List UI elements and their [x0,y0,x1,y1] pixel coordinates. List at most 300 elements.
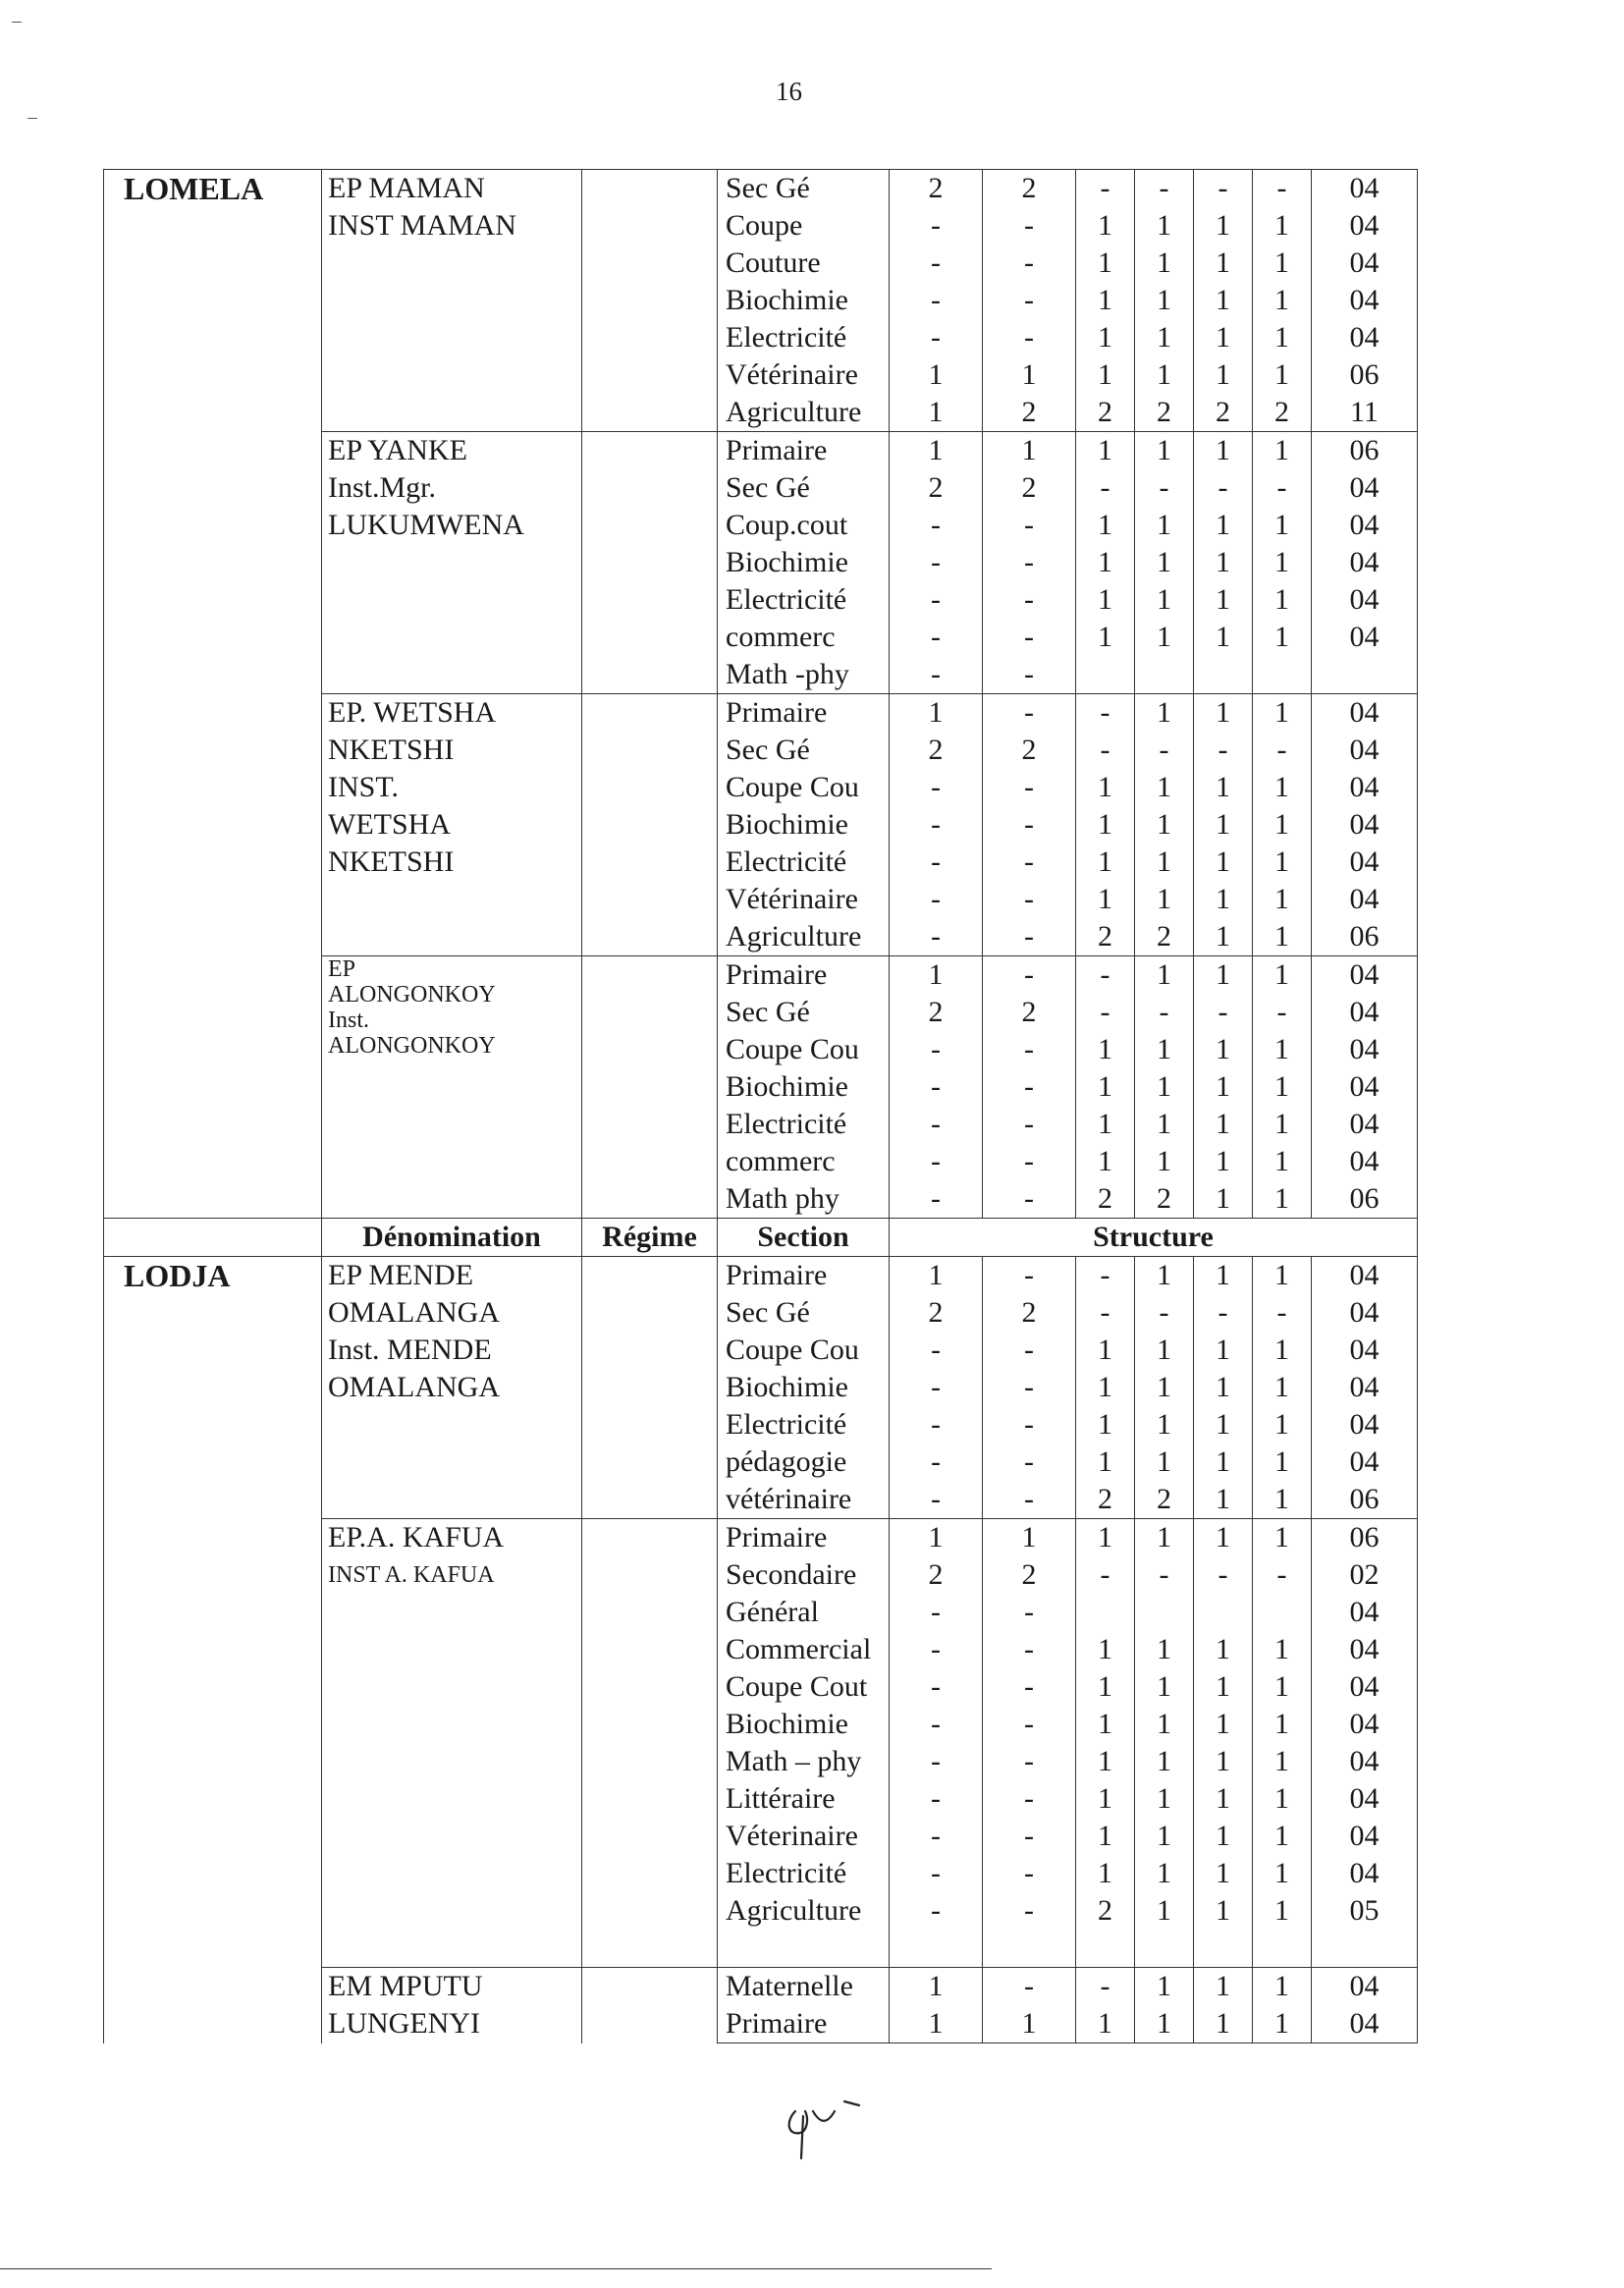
section-cell: commerc [718,1143,890,1180]
structure-cell: 04 [1312,1668,1418,1706]
structure-cell: - [890,507,983,544]
structure-cell: - [983,1743,1076,1780]
structure-cell: 1 [1253,956,1312,995]
structure-cell: 1 [1253,207,1312,245]
structure-cell: 02 [1312,1556,1418,1594]
structure-cell: 04 [1312,1594,1418,1631]
structure-cell: - [983,1180,1076,1219]
structure-cell: - [1076,1556,1135,1594]
section-cell: pédagogie [718,1444,890,1481]
structure-cell: - [983,245,1076,282]
structure-cell: 04 [1312,732,1418,769]
structure-cell: 04 [1312,1818,1418,1855]
structure-cell: - [890,1332,983,1369]
structure-cell: 1 [1194,1106,1253,1143]
section-cell: Electricité [718,581,890,619]
section-cell: Coupe Cou [718,1332,890,1369]
structure-cell: - [890,1855,983,1892]
structure-cell: - [890,881,983,918]
structure-cell: 1 [1076,881,1135,918]
structure-cell: 1 [1253,1180,1312,1219]
structure-cell: - [1076,469,1135,507]
structure-cell: - [983,1818,1076,1855]
section-cell: Math phy [718,1180,890,1219]
school-name-line: INST. [328,771,399,803]
structure-cell: 1 [1076,1143,1135,1180]
section-cell: Coup.cout [718,507,890,544]
section-cell: Général [718,1594,890,1631]
structure-cell [1076,1930,1135,1968]
structure-cell: 1 [1253,1031,1312,1068]
structure-cell [1312,656,1418,694]
structure-cell: - [1194,469,1253,507]
structure-cell: - [890,1444,983,1481]
structure-cell: 04 [1312,469,1418,507]
school-structure-table [103,169,1418,2043]
structure-cell: 1 [1076,844,1135,881]
structure-cell: 1 [1135,1631,1194,1668]
school-name-line: OMALANGA [328,1371,500,1403]
section-cell: Coupe Cout [718,1668,890,1706]
structure-cell: - [983,1031,1076,1068]
structure-cell: - [890,806,983,844]
structure-cell: - [890,1743,983,1780]
structure-cell: 1 [1135,956,1194,995]
structure-cell: 1 [1076,1444,1135,1481]
structure-cell: 04 [1312,1444,1418,1481]
structure-cell: 1 [1194,544,1253,581]
structure-cell: 1 [1135,507,1194,544]
section-cell: Biochimie [718,544,890,581]
structure-cell: - [983,806,1076,844]
structure-cell: 04 [1312,207,1418,245]
structure-cell: 2 [890,469,983,507]
structure-cell: - [1135,1556,1194,1594]
school-name-cell [322,1257,582,1519]
structure-cell: 06 [1312,1519,1418,1557]
regime-cell [582,1257,718,1519]
structure-cell: - [1076,1257,1135,1295]
school-name-line: NKETSHI [328,845,455,878]
structure-cell: 1 [1194,282,1253,319]
structure-cell: 1 [1253,918,1312,956]
structure-cell: - [983,1892,1076,1930]
region-name: LODJA [104,1257,322,2043]
structure-cell: 1 [1194,1068,1253,1106]
structure-cell: 1 [1194,769,1253,806]
structure-cell: 1 [1194,1668,1253,1706]
header-denomination: Dénomination [322,1219,582,1257]
structure-cell [1253,1594,1312,1631]
structure-cell: 1 [1253,881,1312,918]
structure-cell: - [983,694,1076,733]
structure-cell: 1 [890,2005,983,2043]
school-name-line: EP.A. KAFUA [328,1521,505,1553]
structure-cell: 1 [1135,207,1194,245]
region-name: LOMELA [104,170,322,1219]
structure-cell: - [890,1594,983,1631]
school-name-cell [322,170,582,432]
section-cell: Electricité [718,1106,890,1143]
school-name-line: WETSHA [328,808,451,841]
structure-cell: - [983,1406,1076,1444]
structure-cell: 1 [1076,1780,1135,1818]
structure-cell: 06 [1312,432,1418,470]
section-cell: Primaire [718,432,890,470]
school-name-line: Inst. MENDE [328,1334,492,1366]
structure-cell: 1 [1194,918,1253,956]
structure-cell: - [1135,994,1194,1031]
school-name-line: EP. WETSHA [328,696,497,729]
structure-cell: 2 [983,469,1076,507]
structure-cell: 2 [983,170,1076,208]
structure-cell: 1 [1253,356,1312,394]
structure-cell: 1 [1076,1706,1135,1743]
structure-cell: 1 [1135,282,1194,319]
structure-cell: - [1253,994,1312,1031]
page-number: 16 [776,77,802,106]
structure-cell: 1 [1194,319,1253,356]
structure-cell: - [983,319,1076,356]
structure-cell: - [890,1481,983,1519]
structure-cell: 1 [1194,1743,1253,1780]
structure-cell: - [1135,732,1194,769]
structure-cell: 1 [1253,1780,1312,1818]
structure-cell: 1 [1253,2005,1312,2043]
structure-cell: - [983,1068,1076,1106]
structure-cell [1135,1594,1194,1631]
structure-cell: 1 [1194,507,1253,544]
section-cell: Biochimie [718,1068,890,1106]
structure-cell: 1 [1135,1406,1194,1444]
structure-cell: 1 [1253,1743,1312,1780]
structure-cell: 1 [1194,1444,1253,1481]
structure-cell: 1 [1194,356,1253,394]
structure-cell: 1 [1135,1068,1194,1106]
structure-cell: - [890,1106,983,1143]
structure-cell: - [983,1481,1076,1519]
section-cell: Sec Gé [718,994,890,1031]
header-empty-cell [104,1219,322,1257]
structure-cell: 04 [1312,1294,1418,1332]
structure-cell: - [890,1068,983,1106]
structure-cell: - [1076,732,1135,769]
structure-cell [1312,1930,1418,1968]
structure-cell: - [1194,1556,1253,1594]
structure-cell: 1 [1135,1780,1194,1818]
school-name-cell [322,1519,582,1968]
structure-cell: - [890,1892,983,1930]
structure-cell: 1 [1253,806,1312,844]
structure-cell: 1 [1194,1519,1253,1557]
structure-cell: 1 [1194,207,1253,245]
structure-cell: 1 [1076,432,1135,470]
structure-cell: 1 [1135,1818,1194,1855]
structure-cell: 1 [890,956,983,995]
structure-cell: 1 [890,1519,983,1557]
structure-cell: - [1076,956,1135,995]
structure-cell: 1 [1253,1892,1312,1930]
structure-cell: 1 [1135,319,1194,356]
structure-cell: 1 [1194,1855,1253,1892]
structure-cell: 1 [1135,1855,1194,1892]
structure-cell: 1 [1253,1369,1312,1406]
structure-cell: - [890,319,983,356]
structure-cell: - [890,656,983,694]
structure-cell: 1 [1135,1968,1194,2006]
school-name-line: OMALANGA [328,1296,500,1329]
structure-cell: 1 [1194,1818,1253,1855]
structure-cell: 1 [1076,1631,1135,1668]
section-cell: Coupe Cou [718,1031,890,1068]
structure-cell: 1 [1135,1332,1194,1369]
school-name-cell [322,1968,582,2043]
structure-cell: 1 [1194,1369,1253,1406]
structure-cell: 2 [1135,1180,1194,1219]
structure-cell: 04 [1312,619,1418,656]
structure-cell: 1 [1135,1668,1194,1706]
structure-cell: 2 [890,170,983,208]
header-section: Section [718,1219,890,1257]
structure-cell: - [890,245,983,282]
structure-cell: 1 [1194,694,1253,733]
structure-cell: 1 [1253,1519,1312,1557]
structure-cell: 04 [1312,1968,1418,2006]
structure-cell: 2 [1135,394,1194,432]
section-cell: Sec Gé [718,1294,890,1332]
structure-cell: - [983,1106,1076,1143]
structure-cell: 1 [1194,956,1253,995]
structure-cell: 04 [1312,282,1418,319]
structure-cell: 1 [890,1257,983,1295]
structure-cell: - [983,1706,1076,1743]
structure-cell: 1 [1194,619,1253,656]
structure-cell: 1 [1194,581,1253,619]
structure-cell: - [890,1631,983,1668]
structure-cell: 2 [1076,1180,1135,1219]
structure-cell [1253,656,1312,694]
section-cell: Math -phy [718,656,890,694]
structure-cell: 11 [1312,394,1418,432]
structure-cell: 1 [1135,432,1194,470]
section-cell: Coupe [718,207,890,245]
structure-cell: 04 [1312,1068,1418,1106]
structure-cell: 1 [1076,1743,1135,1780]
structure-cell: - [983,207,1076,245]
structure-cell: - [890,619,983,656]
structure-cell: 04 [1312,1257,1418,1295]
structure-cell: - [983,656,1076,694]
margin-mark [27,118,37,119]
structure-cell: 04 [1312,1369,1418,1406]
structure-cell: 1 [1135,2005,1194,2043]
section-cell: Electricité [718,319,890,356]
structure-cell: - [890,1143,983,1180]
section-cell: Commercial [718,1631,890,1668]
structure-cell: 1 [1253,432,1312,470]
structure-cell: 2 [1253,394,1312,432]
structure-cell: 1 [1076,1369,1135,1406]
structure-cell: 1 [1135,1743,1194,1780]
structure-cell: - [1076,994,1135,1031]
school-name-line: ALONGONKOY [328,1033,496,1059]
school-name-line: Inst. [328,1008,369,1033]
structure-cell: - [890,1406,983,1444]
structure-cell: 1 [1194,1031,1253,1068]
structure-cell [1076,1594,1135,1631]
structure-cell: 1 [1194,1892,1253,1930]
structure-cell: 06 [1312,356,1418,394]
structure-cell: - [983,844,1076,881]
table-row [104,170,1418,208]
structure-cell: 04 [1312,881,1418,918]
structure-cell: 1 [1194,2005,1253,2043]
structure-cell: 1 [1076,1668,1135,1706]
structure-cell: - [983,581,1076,619]
structure-cell: 04 [1312,994,1418,1031]
structure-cell: 04 [1312,694,1418,733]
section-cell: Agriculture [718,1892,890,1930]
school-name-line: EP MAMAN [328,172,485,204]
school-name-cell [322,694,582,956]
structure-cell: 1 [1135,1369,1194,1406]
structure-cell: 1 [1194,1180,1253,1219]
section-cell: Electricité [718,1406,890,1444]
structure-cell: 1 [1253,282,1312,319]
structure-cell: 1 [1253,1406,1312,1444]
structure-cell: - [890,769,983,806]
structure-cell: 04 [1312,170,1418,208]
structure-cell: 1 [1135,881,1194,918]
structure-cell: 1 [1076,207,1135,245]
structure-cell: - [890,1780,983,1818]
structure-cell: - [890,581,983,619]
structure-cell: 1 [1194,432,1253,470]
structure-cell: - [890,282,983,319]
regime-cell [582,694,718,956]
structure-cell: 1 [1194,1257,1253,1295]
header-regime: Régime [582,1219,718,1257]
structure-cell [1253,1930,1312,1968]
structure-cell: 1 [890,694,983,733]
structure-cell: - [890,1031,983,1068]
structure-cell: 1 [1135,844,1194,881]
structure-cell: 1 [1135,1892,1194,1930]
structure-cell: - [983,956,1076,995]
structure-cell: 1 [1253,1706,1312,1743]
structure-cell: 1 [1194,1706,1253,1743]
structure-cell: 1 [1135,1257,1194,1295]
structure-cell: - [1253,1556,1312,1594]
structure-cell: 06 [1312,1481,1418,1519]
structure-cell: 1 [1076,769,1135,806]
section-cell: Primaire [718,2005,890,2043]
structure-cell: 1 [1253,1143,1312,1180]
structure-cell: - [1135,469,1194,507]
structure-cell: - [1253,469,1312,507]
school-name-line: EP YANKE [328,434,467,466]
section-cell: Vétérinaire [718,356,890,394]
structure-cell: 1 [1194,1332,1253,1369]
section-cell [718,1930,890,1968]
structure-cell: 04 [1312,844,1418,881]
section-cell: Primaire [718,1519,890,1557]
structure-cell: - [983,1855,1076,1892]
structure-cell: 1 [1194,1143,1253,1180]
structure-cell: 1 [1194,245,1253,282]
structure-cell: 2 [890,1556,983,1594]
structure-cell: 1 [1194,881,1253,918]
structure-cell: 04 [1312,319,1418,356]
school-name-line: LUKUMWENA [328,509,524,541]
structure-cell: - [1194,994,1253,1031]
section-cell: Biochimie [718,1369,890,1406]
structure-cell: 1 [1194,1481,1253,1519]
structure-cell: - [983,1257,1076,1295]
structure-cell: - [983,769,1076,806]
structure-cell: 1 [1194,1968,1253,2006]
structure-cell: - [983,619,1076,656]
structure-cell: - [890,1369,983,1406]
structure-cell: - [1135,170,1194,208]
structure-cell: - [1253,732,1312,769]
structure-cell: 2 [1135,918,1194,956]
structure-cell: 1 [1076,507,1135,544]
structure-cell: 1 [1076,319,1135,356]
structure-cell: 04 [1312,1406,1418,1444]
structure-cell: 1 [1253,1481,1312,1519]
structure-cell: 2 [1076,1481,1135,1519]
school-name-line: INST A. KAFUA [328,1562,495,1588]
structure-cell: 1 [1076,1855,1135,1892]
structure-cell: - [983,1780,1076,1818]
structure-cell: 1 [1076,1519,1135,1557]
structure-cell: 1 [1135,619,1194,656]
structure-cell: 1 [1135,581,1194,619]
structure-cell: - [890,1180,983,1219]
structure-cell: 1 [1194,806,1253,844]
structure-cell: 1 [1253,581,1312,619]
structure-cell: 04 [1312,806,1418,844]
structure-cell: 1 [1076,1406,1135,1444]
structure-cell [890,1930,983,1968]
structure-cell: 1 [890,1968,983,2006]
structure-cell: - [983,282,1076,319]
structure-cell: 1 [1135,1519,1194,1557]
structure-cell: - [1253,1294,1312,1332]
structure-cell [1194,656,1253,694]
regime-cell [582,1519,718,1968]
structure-cell: - [983,544,1076,581]
section-cell: Couture [718,245,890,282]
school-name-cell [322,956,582,1219]
structure-cell: 1 [1076,282,1135,319]
structure-cell: - [1194,170,1253,208]
structure-cell: 04 [1312,1706,1418,1743]
section-cell: Coupe Cou [718,769,890,806]
structure-cell: 1 [1135,1031,1194,1068]
structure-cell: - [983,1332,1076,1369]
table-header-row [104,1219,1418,1257]
structure-cell: 1 [1253,619,1312,656]
regime-cell [582,170,718,432]
structure-cell: 1 [1253,1257,1312,1295]
structure-cell: - [890,918,983,956]
structure-cell: 1 [1076,356,1135,394]
structure-cell [1194,1594,1253,1631]
structure-cell: - [983,1631,1076,1668]
section-cell: Secondaire [718,1556,890,1594]
